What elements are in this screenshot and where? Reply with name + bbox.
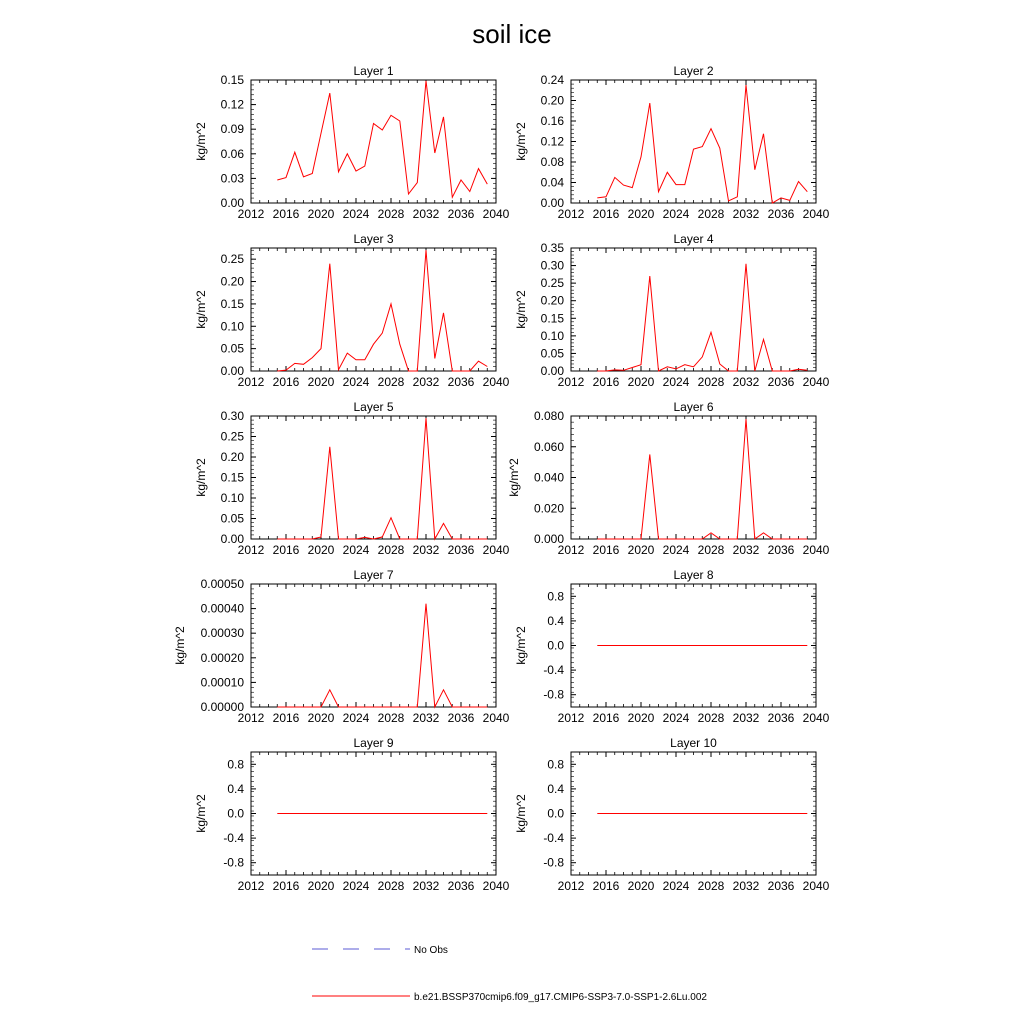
y-tick-label: 0.25 — [540, 276, 564, 291]
legend-label-no-obs: No Obs — [414, 945, 448, 956]
x-tick-label: 2020 — [627, 879, 655, 893]
x-tick-label: 2024 — [342, 543, 370, 557]
plot-frame — [251, 416, 496, 539]
y-axis-label: kg/m^2 — [173, 626, 187, 665]
x-tick-label: 2024 — [342, 207, 370, 221]
y-tick-label: 0.05 — [220, 341, 244, 356]
x-tick-label: 2040 — [802, 375, 830, 389]
x-tick-label: 2036 — [767, 879, 795, 893]
y-tick-label: 0.15 — [220, 470, 244, 485]
x-tick-label: 2012 — [557, 879, 585, 893]
panel-layer-2 — [514, 64, 830, 221]
panel-title: Layer 10 — [670, 736, 717, 750]
panel-title: Layer 9 — [353, 736, 394, 750]
series-line — [277, 250, 487, 371]
x-tick-label: 2016 — [272, 879, 300, 893]
x-tick-label: 2032 — [732, 711, 760, 725]
x-tick-label: 2020 — [307, 207, 335, 221]
x-tick-label: 2028 — [697, 879, 725, 893]
x-tick-label: 2020 — [627, 711, 655, 725]
x-tick-label: 2016 — [272, 375, 300, 389]
series-line — [277, 418, 487, 539]
x-tick-label: 2028 — [377, 543, 405, 557]
y-tick-label: 0.15 — [220, 73, 244, 87]
y-axis-label: kg/m^2 — [514, 794, 528, 833]
series-line — [597, 419, 807, 539]
y-tick-label: 0.10 — [540, 328, 564, 343]
y-tick-label: 0.00 — [540, 364, 564, 378]
y-tick-label: 0.000 — [533, 532, 564, 546]
panel-title: Layer 2 — [673, 64, 714, 78]
y-tick-label: 0.00040 — [200, 601, 244, 616]
figure-title: soil ice — [472, 19, 552, 49]
x-tick-label: 2028 — [697, 207, 725, 221]
y-tick-label: 0.12 — [220, 97, 244, 112]
y-tick-label: 0.00000 — [200, 700, 244, 714]
panel-title: Layer 7 — [353, 568, 394, 582]
panel-title: Layer 1 — [353, 64, 394, 78]
x-tick-label: 2024 — [662, 543, 690, 557]
x-tick-label: 2036 — [767, 711, 795, 725]
x-tick-label: 2028 — [697, 711, 725, 725]
x-tick-label: 2016 — [592, 543, 620, 557]
panel-layer-6 — [507, 400, 830, 557]
x-tick-label: 2016 — [592, 879, 620, 893]
y-axis-label: kg/m^2 — [514, 290, 528, 329]
y-axis-label: kg/m^2 — [507, 458, 521, 497]
x-tick-label: 2012 — [237, 207, 265, 221]
y-tick-label: 0.05 — [220, 511, 244, 526]
y-tick-label: 0.4 — [547, 613, 564, 628]
x-tick-label: 2016 — [592, 711, 620, 725]
x-tick-label: 2040 — [482, 207, 510, 221]
panel-layer-1 — [194, 64, 510, 221]
x-tick-label: 2032 — [732, 543, 760, 557]
y-tick-label: 0.20 — [540, 93, 564, 108]
y-tick-label: 0.040 — [533, 470, 564, 485]
y-tick-label: 0.00030 — [200, 626, 244, 641]
y-tick-label: 0.04 — [540, 175, 564, 190]
x-tick-label: 2016 — [592, 207, 620, 221]
x-tick-label: 2012 — [557, 543, 585, 557]
y-axis-label: kg/m^2 — [194, 794, 208, 833]
x-tick-label: 2020 — [627, 207, 655, 221]
y-tick-label: 0.8 — [227, 757, 244, 772]
y-axis-label: kg/m^2 — [194, 290, 208, 329]
x-tick-label: 2028 — [697, 375, 725, 389]
x-tick-label: 2032 — [412, 375, 440, 389]
panel-title: Layer 4 — [673, 232, 714, 246]
x-tick-label: 2032 — [732, 207, 760, 221]
y-tick-label: 0.060 — [533, 439, 564, 454]
x-tick-label: 2020 — [307, 879, 335, 893]
x-tick-label: 2032 — [412, 543, 440, 557]
legend-label-model: b.e21.BSSP370cmip6.f09_g17.CMIP6-SSP3-7.0-SSP1-2.6Lu.002 — [414, 992, 707, 1003]
y-tick-label: 0.00 — [220, 196, 244, 210]
y-tick-label: 0.0 — [547, 806, 564, 821]
x-tick-label: 2036 — [447, 375, 475, 389]
plot-frame — [251, 248, 496, 371]
y-axis-label: kg/m^2 — [514, 626, 528, 665]
panel-title: Layer 3 — [353, 232, 394, 246]
x-tick-label: 2012 — [237, 375, 265, 389]
y-tick-label: 0.35 — [540, 241, 564, 255]
y-tick-label: 0.20 — [220, 274, 244, 289]
panel-title: Layer 5 — [353, 400, 394, 414]
x-tick-label: 2036 — [767, 207, 795, 221]
y-tick-label: -0.4 — [543, 663, 564, 678]
x-tick-label: 2036 — [447, 879, 475, 893]
x-tick-label: 2036 — [447, 207, 475, 221]
x-tick-label: 2040 — [802, 543, 830, 557]
legend — [312, 945, 707, 1003]
x-tick-label: 2032 — [732, 375, 760, 389]
y-tick-label: 0.0 — [547, 638, 564, 653]
series-line — [277, 81, 487, 198]
y-tick-label: 0.09 — [220, 122, 244, 137]
y-tick-label: -0.8 — [543, 855, 564, 870]
x-tick-label: 2016 — [272, 711, 300, 725]
panels-group — [173, 64, 830, 893]
y-tick-label: -0.8 — [223, 855, 244, 870]
x-tick-label: 2040 — [802, 711, 830, 725]
x-tick-label: 2020 — [307, 375, 335, 389]
panel-layer-7 — [173, 568, 510, 725]
series-line — [277, 604, 487, 707]
x-tick-label: 2036 — [767, 543, 795, 557]
y-tick-label: 0.05 — [540, 346, 564, 361]
x-tick-label: 2040 — [482, 879, 510, 893]
x-tick-label: 2040 — [482, 711, 510, 725]
plot-frame — [571, 248, 816, 371]
y-tick-label: 0.24 — [540, 73, 564, 87]
y-tick-label: 0.10 — [220, 319, 244, 334]
x-tick-label: 2040 — [482, 375, 510, 389]
y-tick-label: 0.020 — [533, 501, 564, 516]
panel-layer-9 — [194, 736, 510, 893]
y-tick-label: 0.00020 — [200, 650, 244, 665]
x-tick-label: 2032 — [732, 879, 760, 893]
x-tick-label: 2028 — [697, 543, 725, 557]
y-tick-label: 0.4 — [547, 781, 564, 796]
x-tick-label: 2012 — [557, 375, 585, 389]
panel-layer-5 — [194, 400, 510, 557]
y-tick-label: 0.12 — [540, 134, 564, 149]
x-tick-label: 2032 — [412, 711, 440, 725]
y-tick-label: 0.00 — [220, 364, 244, 378]
y-tick-label: 0.4 — [227, 781, 244, 796]
y-tick-label: 0.15 — [540, 311, 564, 326]
x-tick-label: 2012 — [557, 207, 585, 221]
x-tick-label: 2024 — [662, 879, 690, 893]
x-tick-label: 2012 — [237, 711, 265, 725]
y-tick-label: 0.00010 — [200, 675, 244, 690]
y-tick-label: 0.03 — [220, 171, 244, 186]
y-tick-label: -0.4 — [543, 831, 564, 846]
x-tick-label: 2016 — [272, 207, 300, 221]
panel-layer-4 — [514, 232, 830, 389]
y-tick-label: 0.0 — [227, 806, 244, 821]
x-tick-label: 2028 — [377, 879, 405, 893]
y-axis-label: kg/m^2 — [514, 122, 528, 161]
x-tick-label: 2016 — [592, 375, 620, 389]
series-line — [597, 264, 807, 371]
x-tick-label: 2016 — [272, 543, 300, 557]
y-tick-label: 0.080 — [533, 409, 564, 423]
y-tick-label: 0.30 — [540, 258, 564, 273]
x-tick-label: 2036 — [447, 543, 475, 557]
y-tick-label: 0.10 — [220, 491, 244, 505]
y-tick-label: 0.00050 — [200, 577, 244, 591]
x-tick-label: 2012 — [237, 879, 265, 893]
y-tick-label: 0.25 — [220, 429, 244, 444]
panel-layer-10 — [514, 736, 830, 893]
plot-frame — [251, 584, 496, 707]
y-axis-label: kg/m^2 — [194, 122, 208, 161]
y-tick-label: 0.8 — [547, 757, 564, 772]
y-axis-label: kg/m^2 — [194, 458, 208, 497]
x-tick-label: 2020 — [307, 543, 335, 557]
panel-title: Layer 8 — [673, 568, 714, 582]
y-tick-label: 0.25 — [220, 252, 244, 267]
y-tick-label: 0.00 — [540, 196, 564, 210]
y-tick-label: -0.8 — [543, 687, 564, 702]
x-tick-label: 2032 — [412, 879, 440, 893]
panel-layer-3 — [194, 232, 510, 389]
panel-title: Layer 6 — [673, 400, 714, 414]
x-tick-label: 2036 — [767, 375, 795, 389]
x-tick-label: 2020 — [307, 711, 335, 725]
x-tick-label: 2024 — [662, 711, 690, 725]
x-tick-label: 2024 — [342, 375, 370, 389]
y-tick-label: 0.30 — [220, 409, 244, 423]
series-line — [597, 85, 807, 203]
y-tick-label: 0.20 — [220, 450, 244, 464]
x-tick-label: 2020 — [627, 375, 655, 389]
y-tick-label: 0.06 — [220, 146, 244, 161]
plot-frame — [571, 80, 816, 203]
x-tick-label: 2024 — [662, 207, 690, 221]
x-tick-label: 2028 — [377, 207, 405, 221]
x-tick-label: 2040 — [802, 207, 830, 221]
y-tick-label: 0.08 — [540, 155, 564, 169]
x-tick-label: 2036 — [447, 711, 475, 725]
y-tick-label: 0.15 — [220, 296, 244, 311]
y-tick-label: 0.16 — [540, 114, 564, 128]
x-tick-label: 2020 — [627, 543, 655, 557]
x-tick-label: 2040 — [802, 879, 830, 893]
x-tick-label: 2040 — [482, 543, 510, 557]
plot-frame — [571, 416, 816, 539]
x-tick-label: 2012 — [237, 543, 265, 557]
x-tick-label: 2024 — [342, 711, 370, 725]
y-tick-label: 0.20 — [540, 293, 564, 308]
y-tick-label: 0.00 — [220, 532, 244, 546]
x-tick-label: 2028 — [377, 711, 405, 725]
panel-layer-8 — [514, 568, 830, 725]
y-tick-label: 0.8 — [547, 589, 564, 604]
x-tick-label: 2028 — [377, 375, 405, 389]
y-tick-label: -0.4 — [223, 831, 244, 846]
x-tick-label: 2024 — [662, 375, 690, 389]
x-tick-label: 2012 — [557, 711, 585, 725]
x-tick-label: 2024 — [342, 879, 370, 893]
x-tick-label: 2032 — [412, 207, 440, 221]
